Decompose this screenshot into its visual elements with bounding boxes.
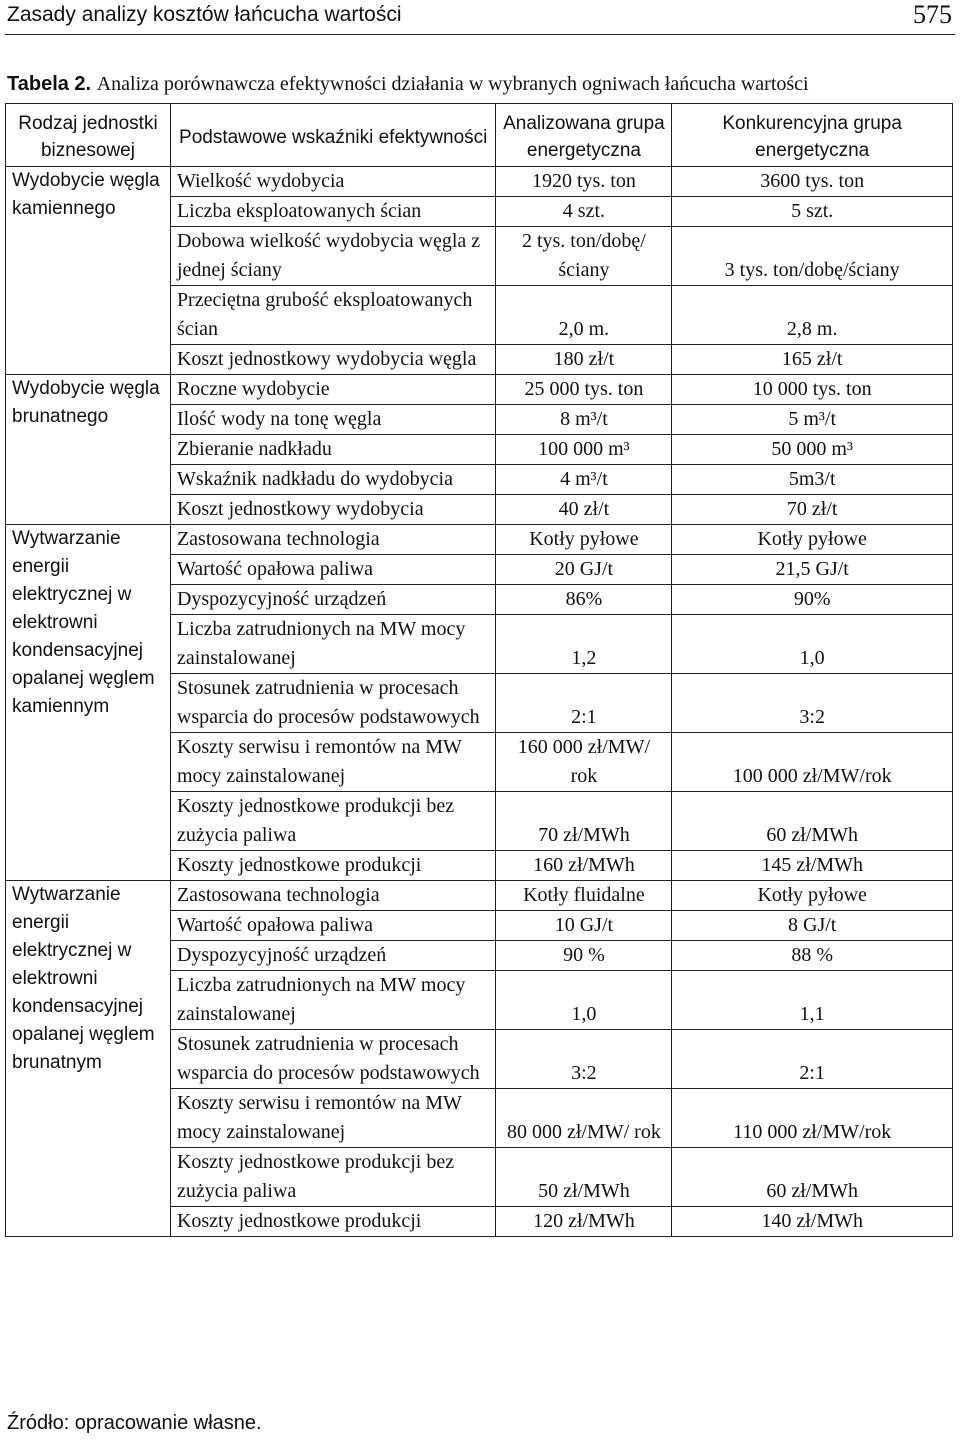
business-unit-cell: Wydobycie węgla brunatnego (6, 375, 171, 525)
analyzed-value-cell: 2:1 (496, 674, 672, 733)
analyzed-value-cell: 70 zł/MWh (496, 792, 672, 851)
competitor-value-cell: 140 zł/MWh (672, 1207, 953, 1237)
analyzed-value-cell: 100 000 m³ (496, 435, 672, 465)
column-header-unit: Rodzaj jednostki biznesowej (6, 104, 171, 167)
efficiency-table (5, 103, 953, 1237)
indicator-cell: Koszty serwisu i remontów na MW mocy zainstalowanej (170, 733, 496, 792)
indicator-cell: Wielkość wydobycia (170, 167, 496, 197)
indicator-cell: Roczne wydobycie (170, 375, 496, 405)
competitor-value-cell: 5 m³/t (672, 405, 953, 435)
source-note: Źródło: opracowanie własne. (7, 1412, 262, 1434)
competitor-value-cell: 5 szt. (672, 197, 953, 227)
table-caption-text: Analiza porównawcza efektywności działania w wybranych ogniwach łańcucha wartości (96, 73, 809, 95)
competitor-value-cell: 3:2 (672, 674, 953, 733)
analyzed-value-cell: 50 zł/MWh (496, 1148, 672, 1207)
indicator-cell: Zbieranie nadkładu (170, 435, 496, 465)
competitor-value-cell: 50 000 m³ (672, 435, 953, 465)
analyzed-value-cell: 160 zł/MWh (496, 851, 672, 881)
running-title: Zasady analizy kosztów łańcucha wartości (7, 3, 402, 26)
indicator-cell: Stosunek zatrudnienia w procesach wsparcia do procesów podstawowych (170, 1030, 496, 1089)
table-caption-label: Tabela 2. (7, 73, 92, 95)
indicator-cell: Koszt jednostkowy wydobycia (170, 495, 496, 525)
analyzed-value-cell: 10 GJ/t (496, 911, 672, 941)
indicator-cell: Przeciętna grubość eksploatowanych ścian (170, 286, 496, 345)
analyzed-value-cell: Kotły pyłowe (496, 525, 672, 555)
column-header-indicators: Podstawowe wskaźniki efektywności (170, 104, 496, 167)
business-unit-cell: Wytwarzanie energii elektrycznej w elektrowni kondensacyjnej opalanej węglem brunatnym (6, 881, 171, 1237)
analyzed-value-cell: 80 000 zł/MW/ rok (496, 1089, 672, 1148)
indicator-cell: Zastosowana technologia (170, 525, 496, 555)
table-header-row (6, 104, 953, 167)
competitor-value-cell: 1,1 (672, 971, 953, 1030)
indicator-cell: Koszt jednostkowy wydobycia węgla (170, 345, 496, 375)
competitor-value-cell: 60 zł/MWh (672, 792, 953, 851)
analyzed-value-cell: 120 zł/MWh (496, 1207, 672, 1237)
indicator-cell: Wskaźnik nadkładu do wydobycia (170, 465, 496, 495)
indicator-cell: Dyspozycyjność urządzeń (170, 585, 496, 615)
column-header-competitor-group: Konkurencyjna grupa energetyczna (672, 104, 953, 167)
competitor-value-cell: 5m3/t (672, 465, 953, 495)
analyzed-value-cell: 2 tys. ton/dobę/ ściany (496, 227, 672, 286)
table-row (6, 167, 953, 197)
competitor-value-cell: 3600 tys. ton (672, 167, 953, 197)
competitor-value-cell: 3 tys. ton/dobę/ściany (672, 227, 953, 286)
indicator-cell: Dyspozycyjność urządzeń (170, 941, 496, 971)
competitor-value-cell: 60 zł/MWh (672, 1148, 953, 1207)
analyzed-value-cell: 40 zł/t (496, 495, 672, 525)
analyzed-value-cell: 160 000 zł/MW/ rok (496, 733, 672, 792)
competitor-value-cell: Kotły pyłowe (672, 881, 953, 911)
indicator-cell: Liczba eksploatowanych ścian (170, 197, 496, 227)
indicator-cell: Wartość opałowa paliwa (170, 555, 496, 585)
competitor-value-cell: 165 zł/t (672, 345, 953, 375)
business-unit-cell: Wydobycie węgla kamiennego (6, 167, 171, 375)
indicator-cell: Koszty jednostkowe produkcji (170, 1207, 496, 1237)
competitor-value-cell: 88 % (672, 941, 953, 971)
indicator-cell: Koszty jednostkowe produkcji bez zużycia paliwa (170, 792, 496, 851)
analyzed-value-cell: 1,0 (496, 971, 672, 1030)
analyzed-value-cell: 180 zł/t (496, 345, 672, 375)
indicator-cell: Wartość opałowa paliwa (170, 911, 496, 941)
table-body (6, 167, 953, 1237)
competitor-value-cell: 1,0 (672, 615, 953, 674)
table-caption (7, 73, 809, 96)
header-rule (5, 34, 955, 35)
column-header-analyzed-group: Analizowana grupa energetyczna (496, 104, 672, 167)
competitor-value-cell: 10 000 tys. ton (672, 375, 953, 405)
analyzed-value-cell: 25 000 tys. ton (496, 375, 672, 405)
page-number: 575 (913, 0, 952, 29)
indicator-cell: Liczba zatrudnionych na MW mocy zainstalowanej (170, 971, 496, 1030)
analyzed-value-cell: Kotły fluidalne (496, 881, 672, 911)
competitor-value-cell: 100 000 zł/MW/rok (672, 733, 953, 792)
analyzed-value-cell: 2,0 m. (496, 286, 672, 345)
indicator-cell: Zastosowana technologia (170, 881, 496, 911)
indicator-cell: Koszty jednostkowe produkcji (170, 851, 496, 881)
table-row (6, 881, 953, 911)
business-unit-cell: Wytwarzanie energii elektrycznej w elektrowni kondensacyjnej opalanej węglem kamiennym (6, 525, 171, 881)
competitor-value-cell: 2,8 m. (672, 286, 953, 345)
competitor-value-cell: 21,5 GJ/t (672, 555, 953, 585)
analyzed-value-cell: 20 GJ/t (496, 555, 672, 585)
analyzed-value-cell: 4 szt. (496, 197, 672, 227)
indicator-cell: Stosunek zatrudnienia w procesach wsparcia do procesów podstawowych (170, 674, 496, 733)
indicator-cell: Koszty jednostkowe produkcji bez zużycia paliwa (170, 1148, 496, 1207)
analyzed-value-cell: 90 % (496, 941, 672, 971)
competitor-value-cell: 70 zł/t (672, 495, 953, 525)
competitor-value-cell: Kotły pyłowe (672, 525, 953, 555)
analyzed-value-cell: 4 m³/t (496, 465, 672, 495)
competitor-value-cell: 8 GJ/t (672, 911, 953, 941)
analyzed-value-cell: 86% (496, 585, 672, 615)
analyzed-value-cell: 8 m³/t (496, 405, 672, 435)
indicator-cell: Koszty serwisu i remontów na MW mocy zainstalowanej (170, 1089, 496, 1148)
analyzed-value-cell: 1920 tys. ton (496, 167, 672, 197)
indicator-cell: Dobowa wielkość wydobycia węgla z jednej ściany (170, 227, 496, 286)
analyzed-value-cell: 1,2 (496, 615, 672, 674)
indicator-cell: Liczba zatrudnionych na MW mocy zainstalowanej (170, 615, 496, 674)
indicator-cell: Ilość wody na tonę węgla (170, 405, 496, 435)
competitor-value-cell: 145 zł/MWh (672, 851, 953, 881)
table-row (6, 525, 953, 555)
table-row (6, 375, 953, 405)
competitor-value-cell: 2:1 (672, 1030, 953, 1089)
analyzed-value-cell: 3:2 (496, 1030, 672, 1089)
competitor-value-cell: 110 000 zł/MW/rok (672, 1089, 953, 1148)
competitor-value-cell: 90% (672, 585, 953, 615)
